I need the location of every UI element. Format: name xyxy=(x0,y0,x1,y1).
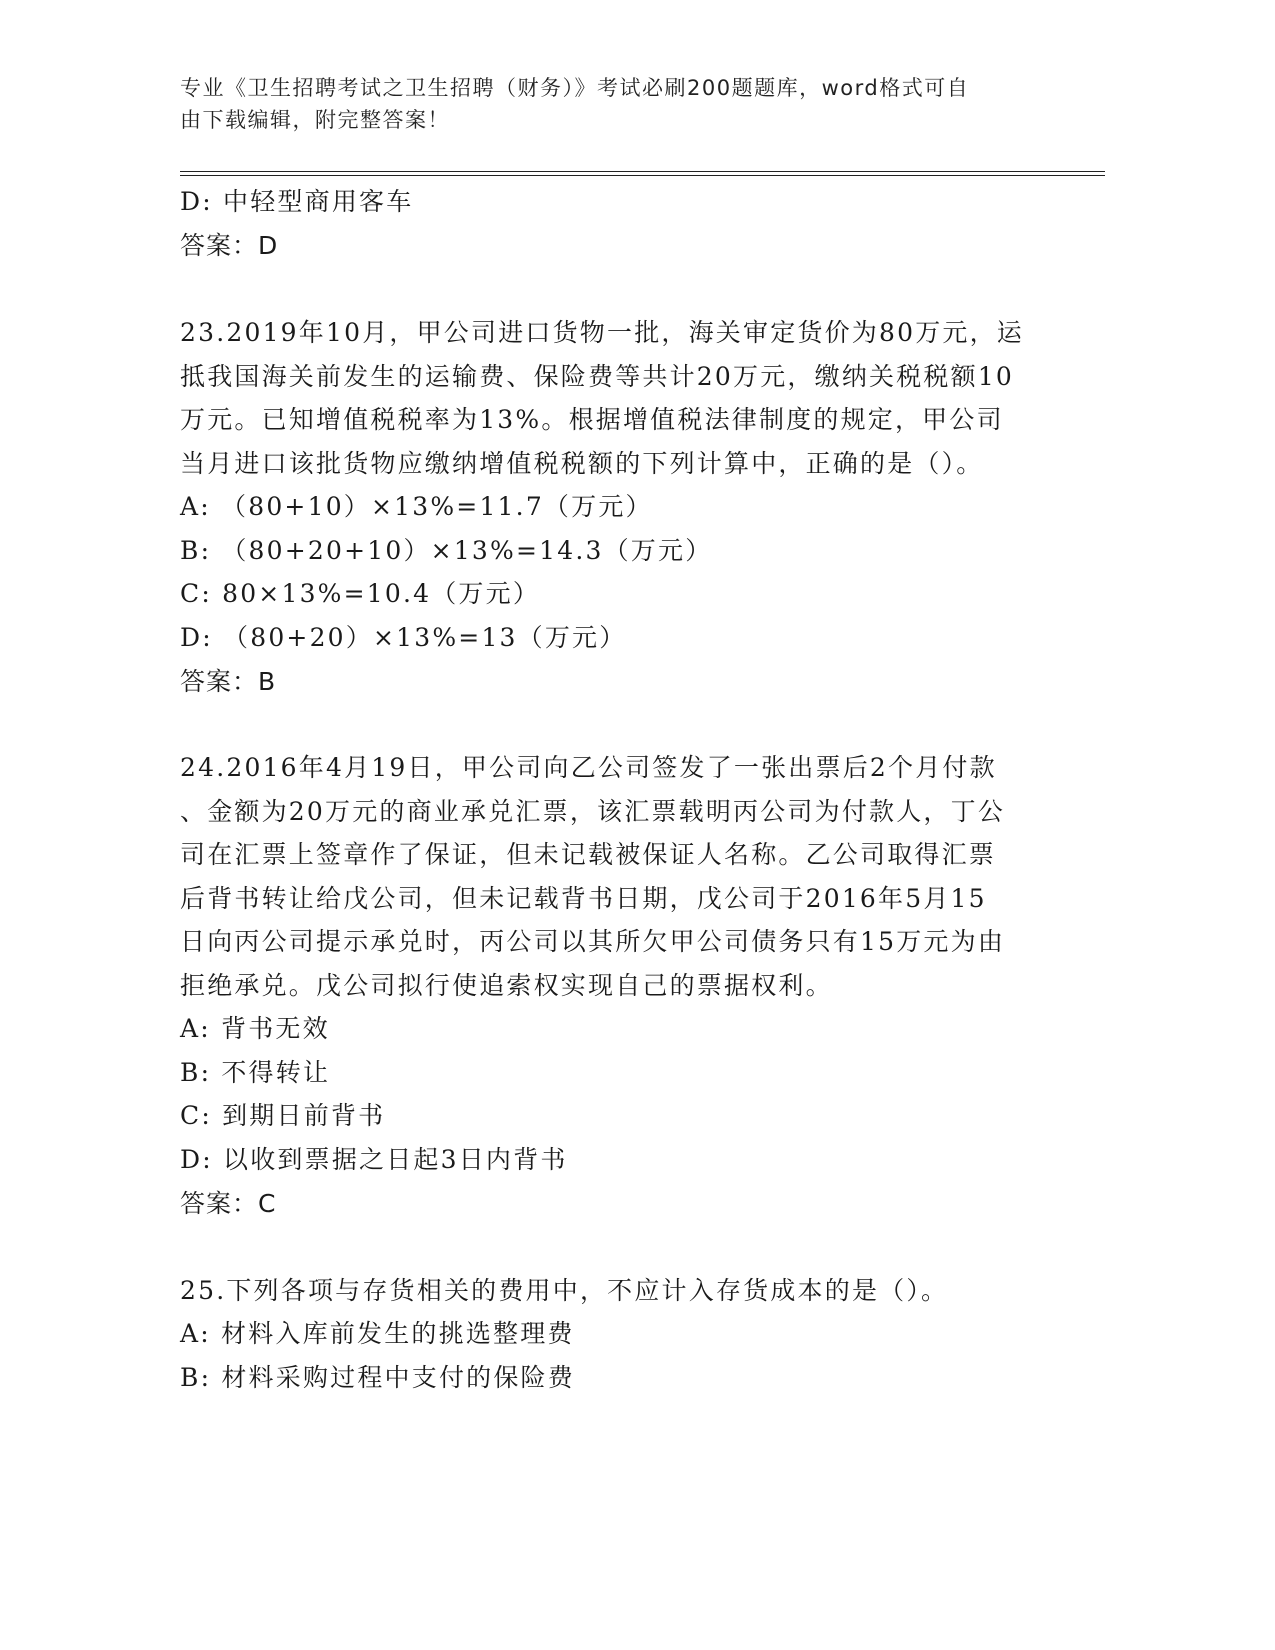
header-line-2: 由下载编辑，附完整答案！ xyxy=(180,108,450,132)
q24-stem-line-4: 后背书转让给戊公司，但未记载背书日期，戊公司于2016年5月15 xyxy=(180,884,987,913)
q24-option-b: B: 不得转让 xyxy=(180,1058,331,1087)
q24-stem-line-6: 拒绝承兑。戊公司拟行使追索权实现自己的票据权利。 xyxy=(180,971,833,1000)
q24-stem-line-2: 、金额为20万元的商业承兑汇票，该汇票载明丙公司为付款人，丁公 xyxy=(180,797,1006,826)
page-header xyxy=(180,72,1060,136)
q23-option-d: D: （80+20）×13%=13（万元） xyxy=(180,623,627,652)
q24-stem-line-1: 24.2016年4月19日，甲公司向乙公司签发了一张出票后2个月付款 xyxy=(180,753,997,782)
q25-option-b: B: 材料采购过程中支付的保险费 xyxy=(180,1363,575,1392)
header-line-1: 专业《卫生招聘考试之卫生招聘（财务）》考试必刷200题题库，word格式可自 xyxy=(180,76,970,100)
q23-option-b: B: （80+20+10）×13%=14.3（万元） xyxy=(180,536,713,565)
q23-stem-line-2: 抵我国海关前发生的运输费、保险费等共计20万元，缴纳关税税额10 xyxy=(180,362,1015,391)
q23-stem-line-3: 万元。已知增值税税率为13%。根据增值税法律制度的规定，甲公司 xyxy=(180,405,1004,434)
q24-option-d: D: 以收到票据之日起3日内背书 xyxy=(180,1145,568,1174)
q24-option-c: C: 到期日前背书 xyxy=(180,1101,386,1130)
q23-option-c: C: 80×13%=10.4（万元） xyxy=(180,579,541,608)
header-divider-bottom xyxy=(180,175,1105,176)
q23-option-a: A: （80+10）×13%=11.7（万元） xyxy=(180,492,653,521)
q23-stem-line-1: 23.2019年10月，甲公司进口货物一批，海关审定货价为80万元，运 xyxy=(180,318,1025,347)
q25-option-a: A: 材料入库前发生的挑选整理费 xyxy=(180,1319,575,1348)
q24-answer: 答案：C xyxy=(180,1189,277,1218)
q23-answer: 答案：B xyxy=(180,667,277,696)
header-divider-top xyxy=(180,171,1105,172)
q24-stem-line-3: 司在汇票上签章作了保证，但未记载被保证人名称。乙公司取得汇票 xyxy=(180,840,997,869)
q23-stem-line-4: 当月进口该批货物应缴纳增值税税额的下列计算中，正确的是（）。 xyxy=(180,449,984,478)
q24-stem-line-5: 日向丙公司提示承兑时，丙公司以其所欠甲公司债务只有15万元为由 xyxy=(180,927,1006,956)
q24-option-a: A: 背书无效 xyxy=(180,1014,330,1043)
q22-option-d: D: 中轻型商用客车 xyxy=(180,187,414,216)
q25-stem-line-1: 25.下列各项与存货相关的费用中，不应计入存货成本的是（）。 xyxy=(180,1276,949,1305)
q22-answer: 答案：D xyxy=(180,231,279,260)
